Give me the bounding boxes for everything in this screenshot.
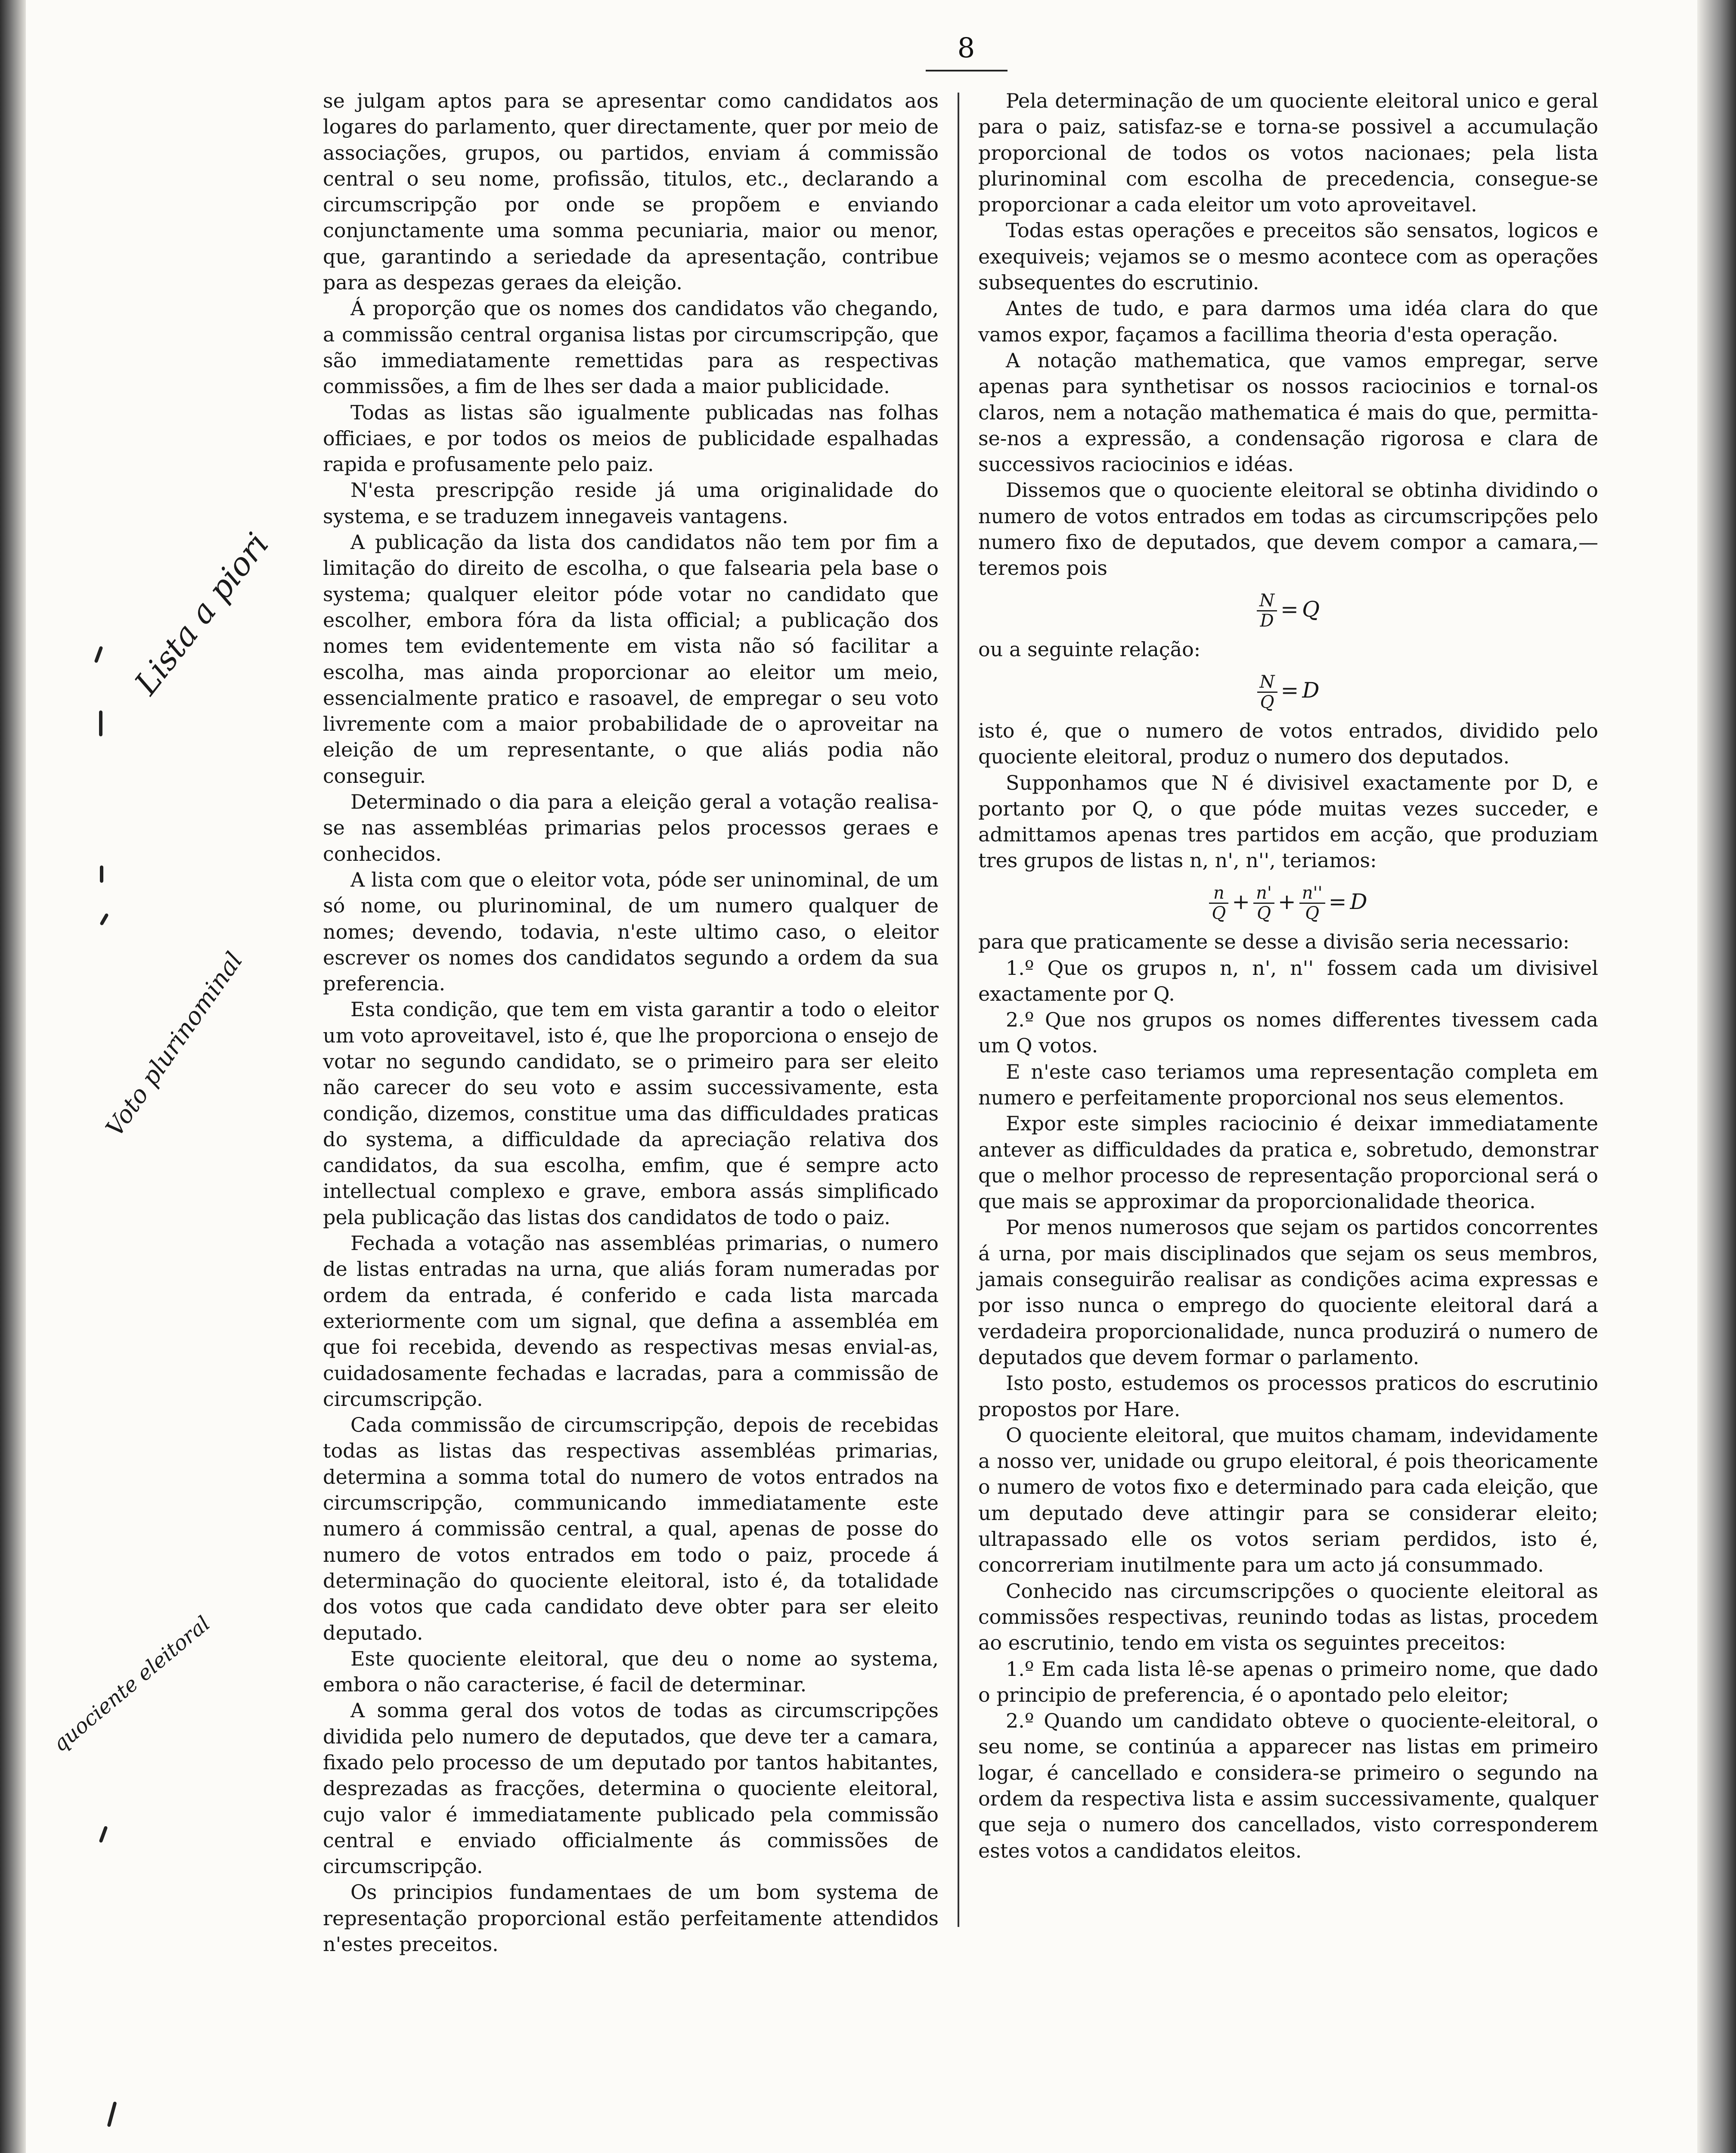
equals-sign: = [1280, 678, 1299, 703]
fraction [1257, 673, 1277, 712]
numerator: n'' [1299, 884, 1325, 904]
paragraph: Expor este simples raciocinio é deixar immediatamente antever as difficuldades da pratica e, sobretudo, demonstrar que o melhor processo de representação proporcional será o que mais se approximar da proporcionalidade theorica. [978, 1112, 1598, 1213]
equation-n-over-d [978, 591, 1598, 631]
paragraph: Conhecido nas circumscripções o quociente eleitoral as commissões respectivas, reunindo todas as listas, procedem ao escrutinio, tendo em vista os seguintes preceitos: [978, 1579, 1598, 1655]
denominator: Q [1260, 692, 1274, 712]
paragraph: A somma geral dos votos de todas as circumscripções dividida pelo numero de deputados, que deve ter a camara, fixado pelo processo de um deputado por tantos habitantes, desprezadas as fracções, determina o quociente eleitoral, cujo valor é immediatamente publicado pela commissão central e enviado officialmente ás commissões de circumscripção. [323, 1699, 939, 1878]
paragraph: 1.º Que os grupos n, n', n'' fossem cada um divisivel exactamente por Q. [978, 956, 1598, 1005]
paragraph: O quociente eleitoral, que muitos chamam, indevidamente a nosso ver, unidade ou grupo eleitoral, é pois theoricamente o numero de votos fixo e determinado para cada eleição, que um deputado deve attingir para se considerar eleito; ultrapassado elle os votos seriam perdidos, isto é, concorreriam inutilmente para um acto já consummado. [978, 1423, 1598, 1577]
margin-tick-mark [99, 913, 109, 926]
result: D [1350, 889, 1367, 914]
numerator: n [1209, 884, 1228, 904]
paragraph: A publicação da lista dos candidatos não tem por fim a limitação do direito de escolha, o que falsearia pela base o systema; qualquer eleitor póde votar no candidato que escolher, embora fóra da lista official; a publicação dos nomes tem evidentemente em vista não só facilitar a escolha, mas ainda proporcionar ao eleitor um meio, essencialmente pratico e rasoavel, de empregar o seu voto livremente com a maior probabilidade de o aproveitar na eleição de um representante, o que aliás podia não conseguir. [323, 530, 939, 788]
paragraph: Fechada a votação nas assembléas primarias, o numero de listas entradas na urna, que aliás foram numeradas por ordem da entrada, é conferido e cada lista marcada exteriormente com um signal, que defina a assembléa em que foi recebida, devendo as respectivas mesas envial-as, cuidadosamente fechadas e lacradas, para a commissão de circumscripção. [323, 1232, 939, 1411]
paragraph: Dissemos que o quociente eleitoral se obtinha dividindo o numero de votos entrados em todas as circumscripções pelo numero fixo de deputados, que devem compor a camara,— teremos pois [978, 478, 1598, 580]
paragraph: para que praticamente se desse a divisão seria necessario: [978, 930, 1570, 954]
paragraph: Isto posto, estudemos os processos praticos do escrutinio propostos por Hare. [978, 1371, 1598, 1421]
equals-sign: = [1328, 889, 1347, 914]
paragraph: Por menos numerosos que sejam os partidos concorrentes á urna, por mais disciplinados que sejam os seus membros, jamais conseguirão realisar as condições acima expressas e por isso nunca o emprego do quociente eleitoral dará a verdadeira proporcionalidade, nunca produzirá o numero de deputados que devem formar o parlamento. [978, 1216, 1598, 1369]
paragraph: A lista com que o eleitor vota, póde ser uninominal, de um só nome, ou plurinominal, de um numero qualquer de nomes; devendo, todavia, n'este ultimo caso, o eleitor escrever os nomes dos candidatos segundo a ordem da sua preferencia. [323, 868, 939, 996]
paragraph: Determinado o dia para a eleição geral a votação realisa-se nas assembléas primarias pelos processos geraes e conhecidos. [323, 790, 939, 866]
paragraph: 1.º Em cada lista lê-se apenas o primeiro nome, que dado o principio de preferencia, é o apontado pelo eleitor; [978, 1657, 1598, 1706]
paragraph: Esta condição, que tem em vista garantir a todo o eleitor um voto aproveitavel, isto é, que lhe proporciona o ensejo de votar no segundo candidato, se o primeiro para ser eleito não carecer do seu voto e assim successivamente, esta condição, dizemos, constitue uma das difficuldades praticas do systema, a difficuldade da apreciação relativa dos candidatos, da sua escolha, emfim, que é sempre acto intellectual complexo e grave, embora assás simplificado pela publicação das listas dos candidatos de todo o paiz. [323, 998, 939, 1229]
paragraph: N'esta prescripção reside já uma originalidade do systema, e se traduzem innegaveis vantagens. [323, 478, 939, 528]
plus-sign: + [1232, 889, 1250, 914]
denominator: Q [1305, 903, 1320, 924]
paragraph: E n'este caso teriamos uma representação completa em numero e perfeitamente proporcional nos seus elementos. [978, 1060, 1598, 1109]
column-divider [958, 93, 959, 1927]
numerator: N [1257, 591, 1277, 611]
page-number-rule [926, 70, 1008, 71]
margin-tick-mark [94, 646, 103, 663]
numerator: N [1257, 673, 1277, 693]
fraction [1257, 591, 1277, 630]
scan-right-edge [1697, 0, 1736, 2153]
paragraph: Supponhamos que N é divisivel exactamente por D, e portanto por Q, o que póde muitas vezes succeder, e admittamos apenas tres partidos em acção, que produziam tres grupos de listas n, n', n'', teriamos: [978, 771, 1598, 872]
fraction [1209, 884, 1228, 923]
plus-sign: + [1277, 889, 1296, 914]
equation-sum-of-groups [978, 883, 1598, 923]
margin-tick-mark [99, 1826, 108, 1843]
equals-sign: = [1280, 596, 1299, 622]
margin-tick-mark [100, 866, 103, 883]
right-column [978, 88, 1598, 1864]
left-column [323, 88, 939, 1957]
margin-tick-mark [107, 2101, 117, 2127]
margin-note-voto: Voto plurinominal [100, 947, 248, 1142]
paragraph: Á proporção que os nomes dos candidatos vão chegando, a commissão central organisa listas por circumscripção, que são immediatamente remettidas para as respectivas commissões, a fim de lhes ser dada a maior publicidade. [323, 297, 939, 398]
paragraph: 2.º Que nos grupos os nomes differentes tivessem cada um Q votos. [978, 1008, 1598, 1058]
fraction [1299, 884, 1325, 923]
paragraph: A notação mathematica, que vamos empregar, serve apenas para synthetisar os nossos raciocinios e tornal-os claros, nem a notação mathematica é mais do que, permitta-se-nos a expressão, a condensação rigorosa e clara de successivos raciocinios e idéas. [978, 348, 1598, 476]
paragraph: Os principios fundamentaes de um bom systema de representação proporcional estão perfeitamente attendidos n'estes preceitos. [323, 1880, 939, 1956]
paragraph: Antes de tudo, e para darmos uma idéa clara do que vamos expor, façamos a facillima theoria d'esta operação. [978, 297, 1598, 346]
paragraph: Todas estas operações e preceitos são sensatos, logicos e exequiveis; vejamos se o mesmo acontece com as operações subsequentes do escrutinio. [978, 219, 1598, 295]
denominator: Q [1257, 903, 1271, 924]
paragraph: Pela determinação de um quociente eleitoral unico e geral para o paiz, satisfaz-se e torna-se possivel a accumulação proporcional de todos os votos nacionaes; pela lista plurinominal com escolha de precedencia, consegue-se proporcionar a cada eleitor um voto aproveitavel. [978, 89, 1598, 217]
equation-n-over-q [978, 672, 1598, 712]
page-number: 8 [957, 32, 975, 64]
paragraph: Este quociente eleitoral, que deu o nome ao systema, embora o não caracterise, é facil de determinar. [323, 1647, 939, 1697]
paragraph: Todas as listas são igualmente publicadas nas folhas officiaes, e por todos os meios de publicidade espalhadas rapida e profusamente pelo paiz. [323, 400, 939, 476]
margin-note-lista: Lista a piori [127, 526, 276, 702]
result: Q [1302, 596, 1320, 622]
paragraph: isto é, que o numero de votos entrados, dividido pelo quociente eleitoral, produz o numero dos deputados. [978, 719, 1598, 769]
margin-annotations [0, 0, 319, 2153]
paragraph: 2.º Quando um candidato obteve o quociente-eleitoral, o seu nome, se continúa a apparecer nas listas em primeiro logar, é cancellado e considera-se primeiro o segundo na ordem da respectiva lista e assim successivamente, qualquer que seja o numero dos cancellados, visto corresponderem estes votos a candidatos eleitos. [978, 1709, 1598, 1862]
margin-tick-mark [99, 710, 102, 736]
paragraph: se julgam aptos para se apresentar como candidatos aos logares do parlamento, quer directamente, quer por meio de associações, grupos, ou partidos, enviam á commissão central o seu nome, profissão, titulos, etc., declarando a circumscripção por onde se propõem e enviando conjunctamente uma somma pecuniaria, maior ou menor, que, garantindo a seriedade da apresentação, contribue para as despezas geraes da eleição. [323, 89, 939, 295]
fraction [1253, 884, 1274, 923]
paragraph: ou a seguinte relação: [978, 638, 1201, 661]
numerator: n' [1253, 884, 1274, 904]
margin-note-quociente: quociente eleitoral [48, 1611, 215, 1757]
denominator: D [1260, 611, 1274, 631]
paragraph: Cada commissão de circumscripção, depois de recebidas todas as listas das respectivas assembléas primarias, determina a somma total do numero de votos entrados na circumscripção, communicando immediatamente este numero á commissão central, a qual, apenas de posse do numero de votos entrados em todo o paiz, procede á determinação do quociente eleitoral, isto é, da totalidade dos votos que cada candidato deve obter para ser eleito deputado. [323, 1413, 939, 1644]
result: D [1302, 678, 1320, 703]
denominator: Q [1212, 903, 1226, 924]
